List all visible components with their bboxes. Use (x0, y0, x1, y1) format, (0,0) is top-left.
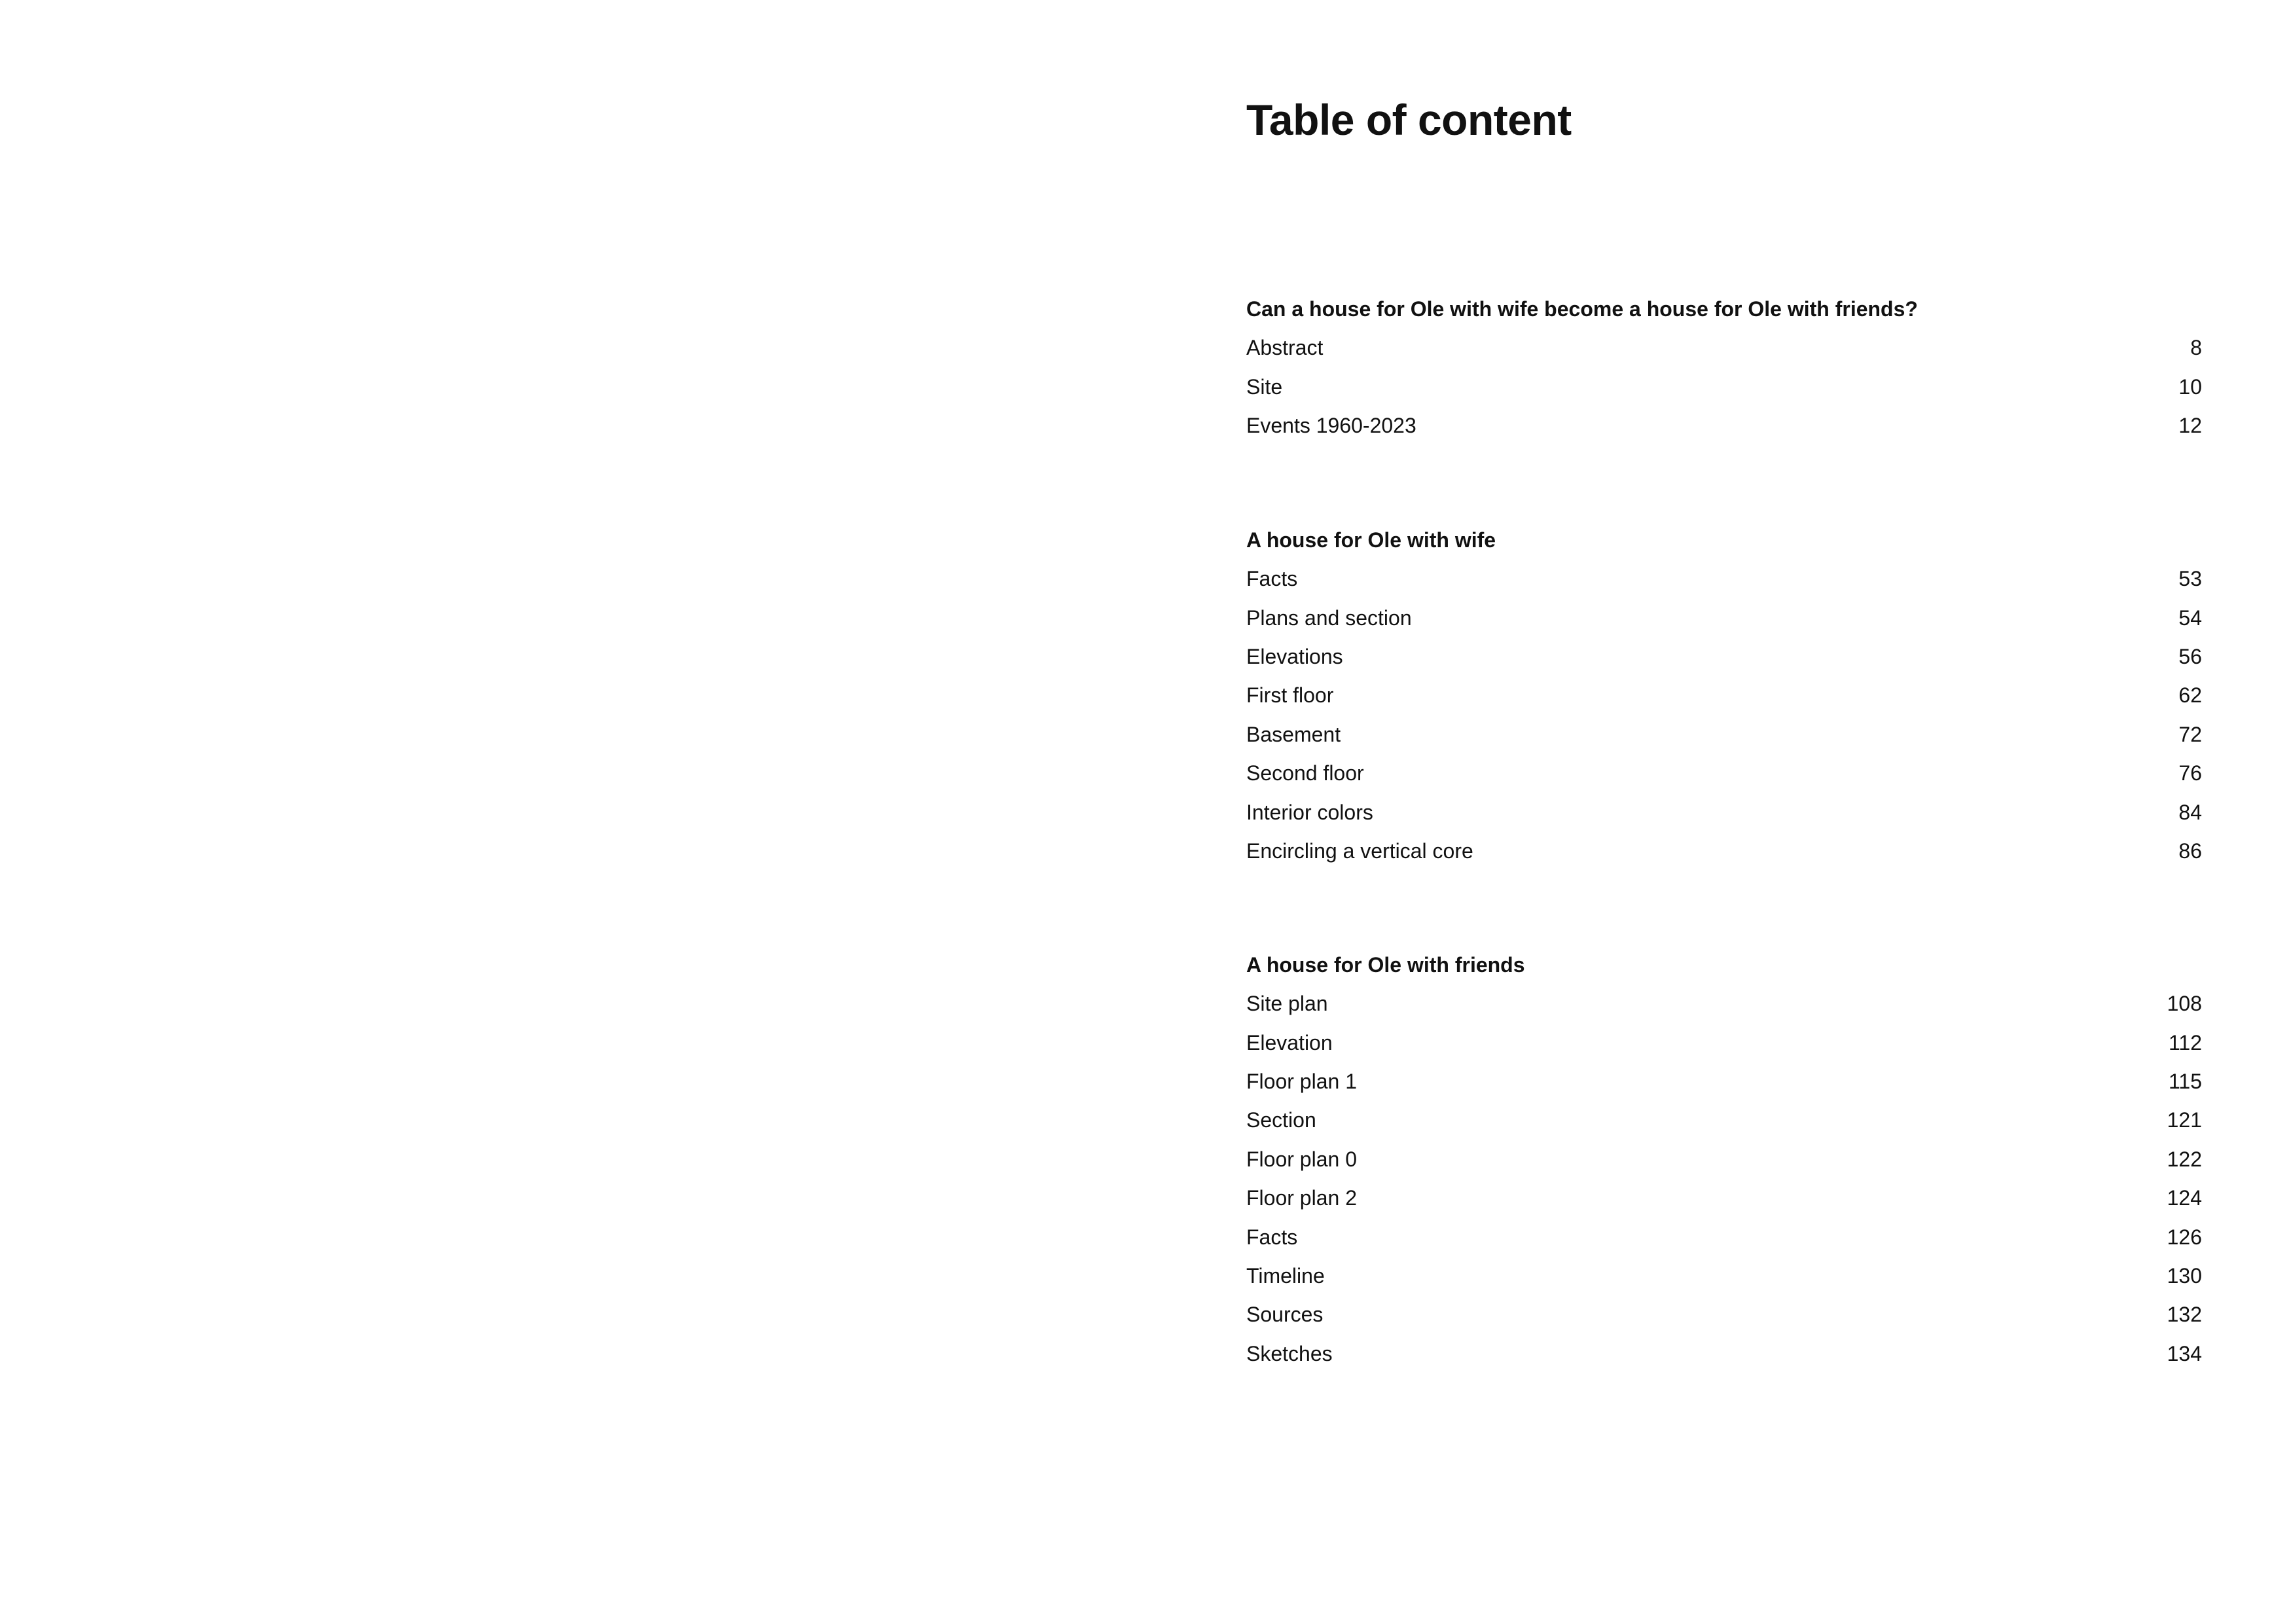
entry-page-number: 130 (2167, 1263, 2202, 1288)
entry-label: Sources (1246, 1303, 1324, 1327)
entry-page-number: 124 (2167, 1186, 2202, 1210)
entry-page-number: 72 (2178, 722, 2202, 746)
entry-label: Encircling a vertical core (1246, 839, 1473, 863)
entry-page-number: 132 (2167, 1303, 2202, 1327)
entry-label: Abstract (1246, 336, 1324, 360)
entry-label: Facts (1246, 567, 1298, 591)
entry-page-number: 62 (2178, 683, 2202, 708)
entry-page-number: 56 (2178, 644, 2202, 668)
entry-label: Site (1246, 374, 1283, 399)
entry-page-number: 54 (2178, 605, 2202, 630)
entry-label: Elevation (1246, 1030, 1333, 1055)
entry-label: Second floor (1246, 761, 1364, 785)
entry-label: Interior colors (1246, 800, 1373, 824)
entry-page-number: 112 (2168, 1030, 2202, 1055)
toc-entry[interactable] (1246, 1179, 2202, 1218)
entry-page-number: 134 (2167, 1341, 2202, 1365)
toc-entry[interactable] (1246, 793, 2202, 831)
toc-section (1246, 289, 2202, 445)
entry-page-number: 126 (2167, 1225, 2202, 1249)
entry-label: Timeline (1246, 1263, 1325, 1288)
entry-page-number: 115 (2168, 1069, 2202, 1093)
entry-label: Floor plan 1 (1246, 1069, 1357, 1093)
toc-entry[interactable] (1246, 676, 2202, 715)
entry-page-number: 53 (2178, 567, 2202, 591)
entry-label: Floor plan 0 (1246, 1147, 1357, 1171)
toc-entry[interactable] (1246, 1218, 2202, 1256)
entry-label: Events 1960-2023 (1246, 413, 1416, 437)
entry-label: Floor plan 2 (1246, 1186, 1357, 1210)
toc-entry[interactable] (1246, 1023, 2202, 1062)
toc-entry[interactable] (1246, 1140, 2202, 1179)
toc-section (1246, 520, 2202, 871)
entry-page-number: 121 (2167, 1108, 2202, 1132)
entry-page-number: 76 (2178, 761, 2202, 785)
section-heading: A house for Ole with wife (1246, 528, 1496, 552)
entry-page-number: 84 (2178, 800, 2202, 824)
entry-label: First floor (1246, 683, 1334, 708)
toc-entry[interactable] (1246, 367, 2202, 406)
entry-page-number: 8 (2190, 336, 2202, 360)
blank-left-page (0, 0, 1144, 1624)
toc-entry[interactable] (1246, 1335, 2202, 1373)
toc-entry[interactable] (1246, 406, 2202, 445)
entry-label: Site plan (1246, 992, 1328, 1016)
section-heading: Can a house for Ole with wife become a house for Ole with friends? (1246, 297, 1918, 321)
entry-label: Elevations (1246, 644, 1343, 668)
entry-label: Sketches (1246, 1341, 1333, 1365)
toc-entry[interactable] (1246, 715, 2202, 754)
toc-entry[interactable] (1246, 1101, 2202, 1140)
entry-label: Facts (1246, 1225, 1298, 1249)
entry-page-number: 86 (2178, 839, 2202, 863)
table-of-contents-page (1144, 0, 2289, 1624)
toc-entry[interactable] (1246, 598, 2202, 637)
toc-entry[interactable] (1246, 638, 2202, 676)
toc-entry[interactable] (1246, 832, 2202, 871)
toc-entry[interactable] (1246, 984, 2202, 1023)
entry-page-number: 122 (2167, 1147, 2202, 1171)
entry-page-number: 108 (2167, 992, 2202, 1016)
section-heading: A house for Ole with friends (1246, 953, 1525, 977)
toc-entry[interactable] (1246, 754, 2202, 793)
toc-entry[interactable] (1246, 1257, 2202, 1295)
entry-page-number: 10 (2178, 374, 2202, 399)
entry-label: Plans and section (1246, 605, 1412, 630)
entry-label: Basement (1246, 722, 1341, 746)
entry-page-number: 12 (2178, 413, 2202, 437)
entry-label: Section (1246, 1108, 1316, 1132)
toc-entry[interactable] (1246, 329, 2202, 367)
toc-entry[interactable] (1246, 1295, 2202, 1334)
toc-entry[interactable] (1246, 560, 2202, 598)
toc-section (1246, 945, 2202, 1373)
page-title: Table of content (1246, 96, 1572, 144)
toc-entry[interactable] (1246, 1062, 2202, 1101)
